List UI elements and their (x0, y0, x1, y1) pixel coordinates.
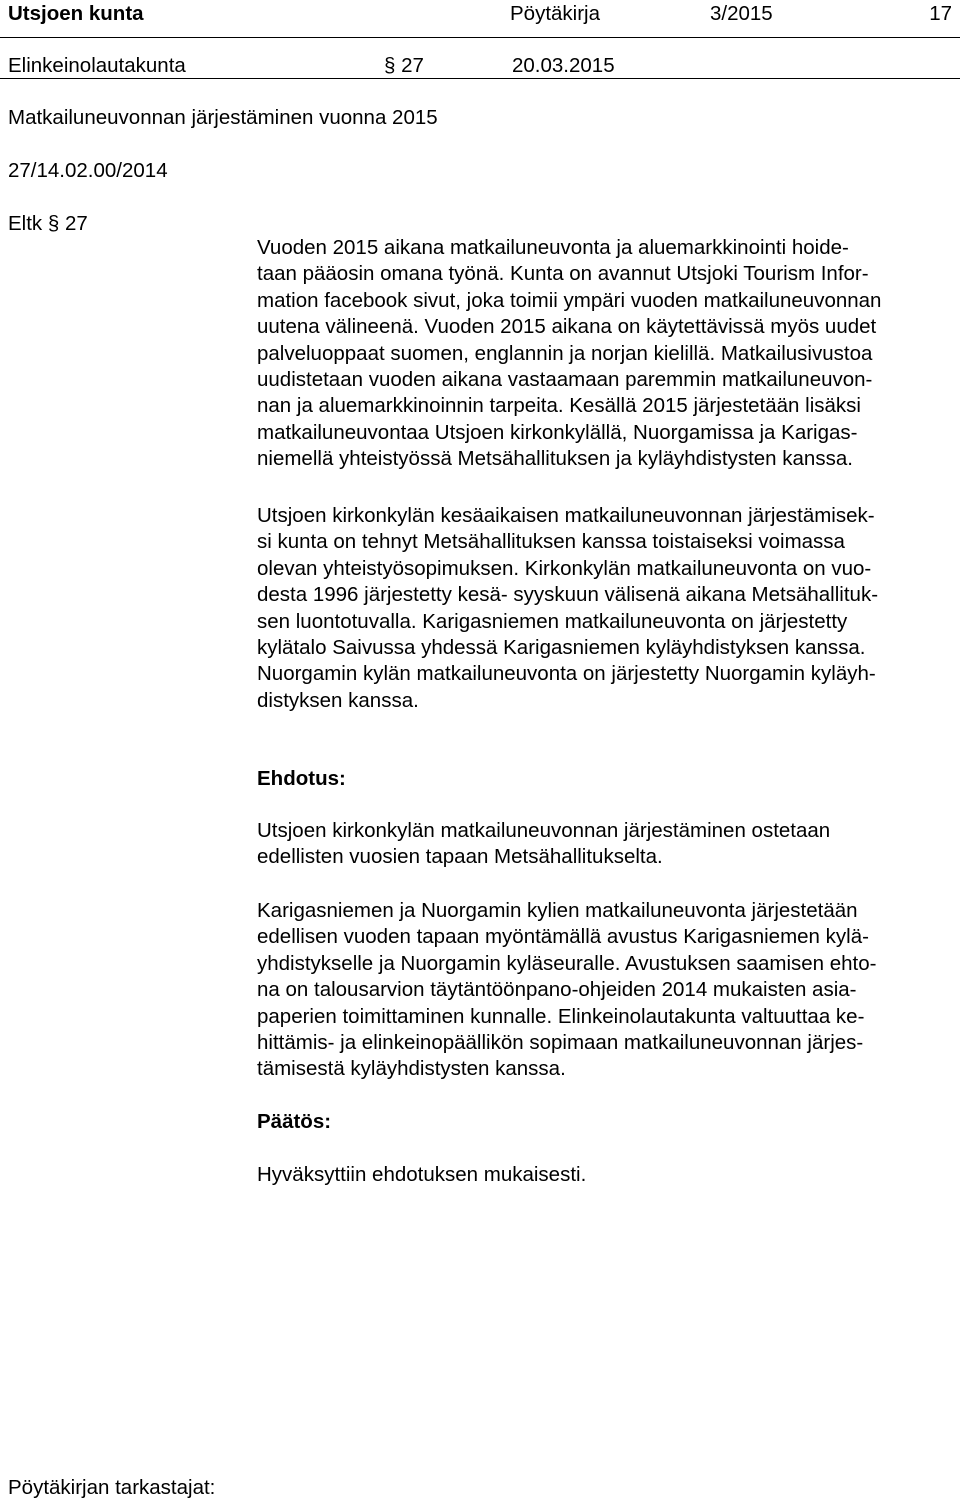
board-name: Elinkeinolautakunta (8, 54, 186, 77)
matter-title: Matkailuneuvonnan järjestäminen vuonna 2015 (8, 106, 438, 129)
header-divider (0, 37, 960, 38)
page-number: 17 (929, 2, 952, 25)
section-reference: Eltk § 27 (8, 212, 88, 235)
proposal-paragraph: Karigasniemen ja Nuorgamin kylien matkailuneuvonta järjestetään edellisen vuoden tapaan myöntämällä avustus Karigasniemen kylä- yhdistykselle ja Nuorgamin kyläseuralle. Avustuksen saamisen ehto- na on talousarvion täytäntöönpano-ohjeiden 2014 mukaisten asia- paperien toimittaminen kunnalle. Elinkeinolautakunta valtuuttaa ke- hittämis- ja elinkeinopäällikön sopimaan matkailuneuvonnan järjes- tämisestä kyläyhdistysten kanssa. (257, 899, 877, 1081)
meeting-date: 20.03.2015 (512, 54, 615, 77)
footer-label: Pöytäkirjan tarkastajat: (8, 1476, 216, 1499)
municipality-name: Utsjoen kunta (8, 2, 144, 25)
decision-heading: Päätös: (257, 1110, 332, 1133)
body-paragraph: Vuoden 2015 aikana matkailuneuvonta ja aluemarkkinointi hoide- taan pääosin omana työnä. Kunta on avannut Utsjoki Tourism Infor- mation facebook sivut, joka toimii ympäri vuoden matkailuneuvonnan uutena välineenä. Vuoden 2015 aikana on käytettävissä myös uudet palveluoppaat suomen, englannin ja norjan kielillä. Matkailusivustoa uudistetaan vuoden aikana vastaamaan paremmin matkailuneuvon- nan ja aluemarkkinoinnin tarpeita. Kesällä 2015 järjestetään lisäksi matkailuneuvontaa Utsjoen kirkonkylällä, Nuorgamissa ja Karigas- niemellä yhteistyössä Metsähallituksen ja kyläyhdistysten kanssa. (257, 236, 882, 471)
document-number: 3/2015 (710, 2, 773, 25)
section-number: § 27 (384, 54, 424, 77)
diary-number: 27/14.02.00/2014 (8, 159, 168, 182)
proposal-heading: Ehdotus: (257, 767, 346, 790)
proposal-paragraph: Utsjoen kirkonkylän matkailuneuvonnan järjestäminen ostetaan edellisten vuosien tapaan Metsähallitukselta. (257, 819, 831, 869)
body-paragraph: Utsjoen kirkonkylän kesäaikaisen matkailuneuvonnan järjestämisek- si kunta on tehnyt Metsähallituksen kanssa toistaiseksi voimassa olevan yhteistyösopimuksen. Kirkonkylän matkailuneuvonta on vuo- desta 1996 järjestetty kesä- syyskuun välisenä aikana Metsähallituk- sen luontotuvalla. Karigasniemen matkailuneuvonta on järjestetty kylätalo Saivussa yhdessä Karigasniemen kyläyhdistyksen kanssa. Nuorgamin kylän matkailuneuvonta on järjestetty Nuorgamin kyläyh- distyksen kanssa. (257, 504, 879, 712)
decision-text: Hyväksyttiin ehdotuksen mukaisesti. (257, 1163, 587, 1186)
meeting-divider (0, 78, 960, 79)
document-header (8, 2, 952, 30)
document-type: Pöytäkirja (510, 2, 601, 25)
